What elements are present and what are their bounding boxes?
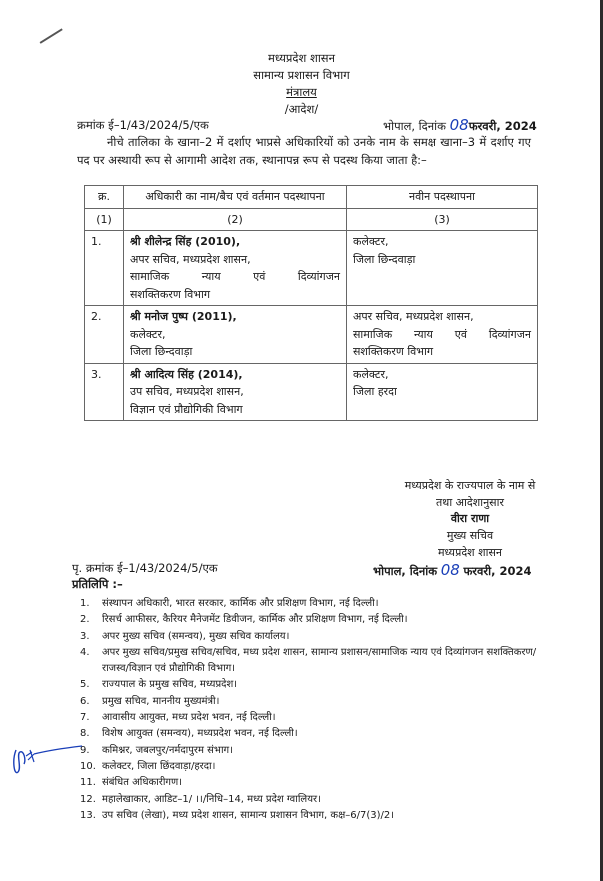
order-number: क्रमांक ई–1/43/2024/5/एक bbox=[77, 118, 209, 132]
list-item bbox=[80, 710, 550, 726]
row-officer bbox=[124, 231, 347, 306]
header-serial: क्र. bbox=[85, 186, 124, 209]
item-number: 6. bbox=[80, 695, 90, 707]
table-colnum-row bbox=[85, 208, 538, 231]
list-item bbox=[80, 677, 550, 693]
handwritten-day: 08 bbox=[440, 561, 460, 579]
order-date bbox=[383, 116, 537, 134]
date-prefix: भोपाल, दिनांक bbox=[373, 564, 438, 578]
item-text: प्रमुख सचिव, माननीय मुख्यमंत्री। bbox=[102, 695, 220, 707]
list-item bbox=[80, 694, 550, 710]
item-text: विशेष आयुक्त (समन्वय), मध्यप्रदेश भवन, नई दिल्ली। bbox=[102, 728, 298, 740]
item-number: 9. bbox=[80, 744, 90, 756]
row-serial: 3. bbox=[85, 363, 124, 421]
current-line: कलेक्टर, bbox=[130, 327, 166, 341]
signatory-designation: मुख्य सचिव bbox=[446, 529, 494, 542]
item-number: 13. bbox=[80, 809, 96, 821]
date-prefix: भोपाल, दिनांक bbox=[383, 119, 446, 133]
row-new-posting bbox=[347, 231, 538, 306]
colnum-2: (2) bbox=[124, 208, 347, 231]
current-line: अपर सचिव, मध्यप्रदेश शासन, bbox=[130, 252, 251, 266]
posting-table bbox=[84, 185, 538, 421]
new-line: कलेक्टर, bbox=[353, 235, 389, 248]
list-item bbox=[80, 743, 550, 759]
new-line: अपर सचिव, मध्यप्रदेश शासन, bbox=[353, 310, 474, 323]
row-serial: 2. bbox=[85, 306, 124, 364]
handwritten-day: 08 bbox=[449, 116, 469, 134]
table-row bbox=[85, 306, 538, 364]
new-line: कलेक्टर, bbox=[353, 367, 389, 381]
row-new-posting bbox=[347, 306, 538, 364]
item-text: राज्यपाल के प्रमुख सचिव, मध्यप्रदेश। bbox=[102, 679, 238, 691]
list-item bbox=[80, 645, 550, 678]
table-row bbox=[85, 363, 538, 421]
header-department: सामान्य प्रशासन विभाग bbox=[253, 68, 350, 82]
item-number: 7. bbox=[80, 712, 90, 724]
date-month-year: फरवरी, 2024 bbox=[468, 119, 537, 133]
item-text: महालेखाकार, आडिट–1/ ।।/निधि–14, मध्य प्रदेश ग्वालियर। bbox=[102, 793, 321, 805]
copy-to-label: प्रतिलिपि :– bbox=[72, 577, 123, 591]
pen-mark bbox=[40, 28, 63, 43]
item-number: 12. bbox=[80, 793, 96, 805]
signatory-org: मध्यप्रदेश शासन bbox=[437, 546, 503, 559]
order-body-text: नीचे तालिका के खाना–2 में दर्शाए भाप्रसे अधिकारियों को उनके नाम के समक्ष खाना–3 में दर्शाए गए पद पर अस्थायी रूप से आगामी आदेश तक, स्थानापन्न रूप से पदस्थ किया जाता है:– bbox=[77, 135, 531, 167]
header-new-posting: नवीन पदस्थापना bbox=[347, 186, 538, 209]
table-row bbox=[85, 231, 538, 306]
row-serial: 1. bbox=[85, 231, 124, 306]
officer-name: श्री मनोज पुष्प (2011), bbox=[130, 310, 237, 323]
table-header-row bbox=[85, 186, 538, 209]
list-item bbox=[80, 629, 550, 645]
list-item bbox=[80, 612, 550, 628]
item-text: रिसर्च आफीसर, कैरियर मैनेजमेंट डिवीजन, कार्मिक और प्रशिक्षण विभाग, नई दिल्ली। bbox=[102, 614, 408, 626]
item-text: उप सचिव (लेखा), मध्य प्रदेश शासन, सामान्य प्रशासन विभाग, कक्ष–6/7(3)/2। bbox=[102, 809, 395, 821]
row-new-posting bbox=[347, 363, 538, 421]
new-line: जिला छिन्दवाड़ा bbox=[353, 252, 416, 266]
item-text: संस्थापन अधिकारी, भारत सरकार, कार्मिक और प्रशिक्षण विभाग, नई दिल्ली। bbox=[102, 598, 379, 609]
item-number: 1. bbox=[80, 598, 90, 609]
list-item bbox=[80, 726, 550, 742]
item-number: 10. bbox=[80, 760, 96, 772]
item-text: अपर मुख्य सचिव/प्रमुख सचिव/सचिव, मध्य प्रदेश शासन, सामान्य प्रशासन/सामाजिक न्याय एवं दिव्यांगजन सशक्तिकरण/राजस्व/विज्ञान एवं प्रौद्योगिकी विभाग। bbox=[102, 646, 537, 675]
row-officer bbox=[124, 306, 347, 364]
item-text: कमिश्नर, जबलपुर/नर्मदापुरम संभाग। bbox=[102, 744, 233, 756]
new-line: सशक्तिकरण विभाग bbox=[353, 345, 434, 358]
item-number: 8. bbox=[80, 728, 90, 740]
date-month-year: फरवरी, 2024 bbox=[463, 564, 532, 578]
list-item bbox=[80, 759, 550, 775]
header-govt: मध्यप्रदेश शासन bbox=[268, 51, 335, 65]
copy-list bbox=[80, 596, 550, 824]
item-text: अपर मुख्य सचिव (समन्वय), मुख्य सचिव कार्यालय। bbox=[102, 630, 290, 642]
current-line: जिला छिन्दवाड़ा bbox=[130, 345, 193, 358]
current-line: विज्ञान एवं प्रौद्योगिकी विभाग bbox=[130, 402, 243, 416]
colnum-3: (3) bbox=[347, 208, 538, 231]
list-item bbox=[80, 792, 550, 808]
handwritten-initials bbox=[10, 742, 85, 782]
list-item bbox=[80, 596, 550, 612]
officer-name: श्री आदित्य सिंह (2014), bbox=[130, 367, 243, 381]
item-number: 2. bbox=[80, 614, 90, 626]
item-number: 5. bbox=[80, 679, 90, 691]
list-item bbox=[80, 808, 550, 824]
current-line: सशक्तिकरण विभाग bbox=[130, 287, 211, 301]
item-number: 3. bbox=[80, 630, 90, 642]
order-title: /आदेश/ bbox=[284, 102, 319, 116]
colnum-1: (1) bbox=[85, 208, 124, 231]
row-officer bbox=[124, 363, 347, 421]
officer-name: श्री शीलेन्द्र सिंह (2010), bbox=[130, 235, 241, 248]
endorsement-date bbox=[373, 561, 531, 579]
item-text: आवासीय आयुक्त, मध्य प्रदेश भवन, नई दिल्ली। bbox=[102, 712, 276, 724]
endorsement-number: पृ. क्रमांक ई–1/43/2024/5/एक bbox=[72, 561, 218, 575]
item-number: 11. bbox=[80, 777, 96, 789]
header-officer: अधिकारी का नाम/बैच एवं वर्तमान पदस्थापना bbox=[124, 186, 347, 209]
list-item bbox=[80, 775, 550, 791]
header-ministry-text: मंत्रालय bbox=[286, 85, 317, 99]
current-line: उप सचिव, मध्यप्रदेश शासन, bbox=[130, 385, 244, 398]
item-text: कलेक्टर, जिला छिंदवाड़ा/हरदा। bbox=[102, 760, 216, 772]
signatory-name: वीरा राणा bbox=[450, 512, 490, 525]
new-line: सामाजिक न्याय एवं दिव्यांगजन bbox=[353, 327, 531, 341]
new-line: जिला हरदा bbox=[353, 385, 397, 398]
item-text: संबंधित अधिकारीगण। bbox=[102, 777, 183, 789]
current-line: सामाजिक न्याय एवं दिव्यांगजन bbox=[130, 270, 340, 283]
header-ministry bbox=[0, 84, 603, 101]
sig-line-1: मध्यप्रदेश के राज्यपाल के नाम से bbox=[404, 479, 536, 492]
sig-line-2: तथा आदेशानुसार bbox=[436, 496, 504, 509]
item-number: 4. bbox=[80, 646, 90, 658]
